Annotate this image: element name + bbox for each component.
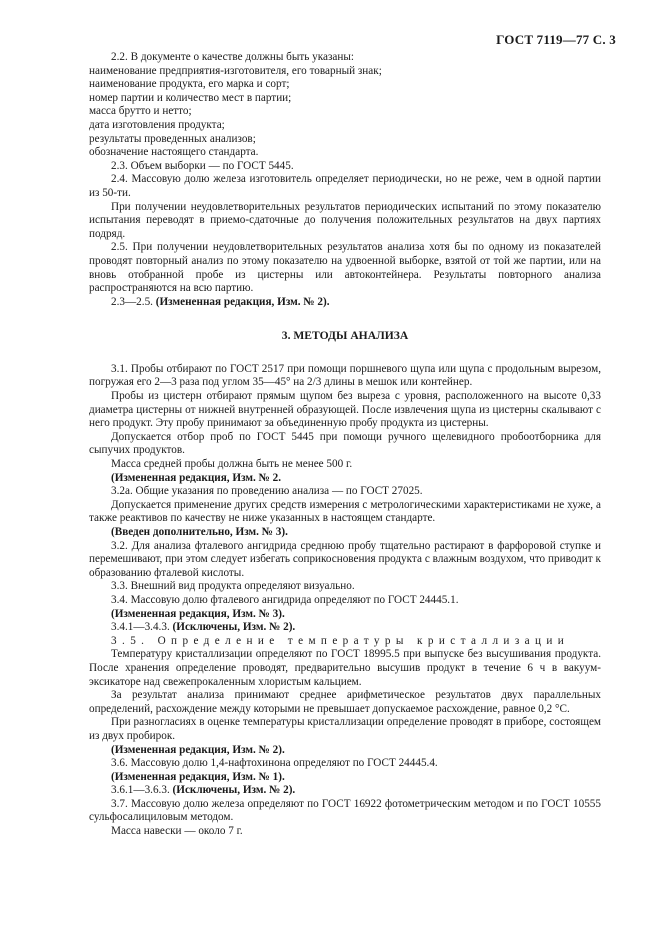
paragraph-2-5: 2.5. При получении неудовлетворительных результатов анализа хотя бы по одному из показателей проводят повторный анализ по этому показателю на удвоенной выборке, взятой от той же партии, или на вновь отобранной пробе из цистерны или автоконтейнера. Результаты повторного анализа распространяются на всю партию. xyxy=(89,241,601,295)
amendment-note: (Измененная редакция, Изм. № 2). xyxy=(111,743,285,756)
excluded-note xyxy=(89,621,601,635)
page-header: ГОСТ 7119—77 С. 3 xyxy=(496,32,616,47)
paragraph-3-4: 3.4. Массовую долю фталевого ангидрида определяют по ГОСТ 24445.1. xyxy=(111,593,459,606)
amendment-note xyxy=(89,296,601,310)
paragraph-3-1: 3.1. Пробы отбирают по ГОСТ 2517 при помощи поршневого щупа или щупа с продольным вырезом, погружая его 2—3 раза под углом 35—45° на 2/3 длины в мешок или контейнер. xyxy=(89,362,601,389)
amendment-text: (Исключены, Изм. № 2). xyxy=(172,784,296,797)
paragraph-3-1-b: Пробы из цистерн отбирают прямым щупом без выреза с уровня, расположенного на высоте 0,33 диаметра цистерны от нижней внутренней образующей. После извлечения щупа из цистерны скалывают с него продукт. Эту пробу принимают за объединенную пробу продукта из цистерны. xyxy=(89,390,601,430)
paragraph-3-1-d: Масса средней пробы должна быть не менее 500 г. xyxy=(111,458,353,471)
paragraph-3-5-d: При разногласиях в оценке температуры кристаллизации определение проводят в приборе, состоящем из двух пробирок. xyxy=(89,716,601,742)
clause-number: 3.6.1—3.6.3. xyxy=(111,784,170,797)
section-heading: 3. МЕТОДЫ АНАЛИЗА xyxy=(281,329,409,343)
paragraph-3-5: 3.5. Определение температуры кристаллизации xyxy=(111,634,570,647)
paragraph-3-3: 3.3. Внешний вид продукта определяют визуально. xyxy=(111,580,355,593)
excluded-note xyxy=(89,784,601,798)
paragraph-3-7: 3.7. Массовую долю железа определяют по ГОСТ 16922 фотометрическим методом и по ГОСТ 10555 сульфосалициловым методом. xyxy=(89,797,601,824)
paragraph-3-7-b: Масса навески — около 7 г. xyxy=(111,825,243,838)
amendment-text: (Измененная редакция, Изм. № 2). xyxy=(155,295,330,308)
paragraph-3-2a-b: Допускается применение других средств измерения с метрологическими характеристиками не хуже, а также реактивов по качеству не ниже указанных в настоящем стандарте. xyxy=(89,498,601,525)
paragraph-3-2: 3.2. Для анализа фталевого ангидрида среднюю пробу тщательно растирают в фарфоровой ступке и перемешивают, при этом следует избегать соприкосновения продукта с влажным воздухом, что приводит к образованию фталевой кислоты. xyxy=(89,539,601,579)
paragraph-2-4-note: При получении неудовлетворительных результатов периодических испытаний по этому показателю испытания переводят в приемо-сдаточные до получения положительных результатов на двух партиях подряд. xyxy=(89,200,601,240)
list-item: номер партии и количество мест в партии; xyxy=(89,91,292,104)
paragraph-2-2: 2.2. В документе о качестве должны быть указаны: xyxy=(111,51,354,63)
amendment-note: (Измененная редакция, Изм. № 3). xyxy=(111,607,285,620)
list-item: наименование продукта, его марка и сорт; xyxy=(89,78,290,91)
paragraph-3-5-c: За результат анализа принимают среднее арифметическое результатов двух параллельных определений, расхождение между которыми не превышает допускаемое расхождение, равное 0,2 °С. xyxy=(89,689,601,715)
paragraph-2-4: 2.4. Массовую долю железа изготовитель определяет периодически, но не реже, чем в одной партии из 50-ти. xyxy=(89,173,601,199)
amendment-text: (Исключены, Изм. № 2). xyxy=(172,621,296,634)
paragraph-3-6: 3.6. Массовую долю 1,4-нафтохинона определяют по ГОСТ 24445.4. xyxy=(111,757,438,770)
clause-number: 3.4.1—3.4.3. xyxy=(111,621,170,634)
document-body xyxy=(89,51,601,839)
paragraph-3-2a: 3.2а. Общие указания по проведению анализа — по ГОСТ 27025. xyxy=(111,485,423,498)
list-item: обозначение настоящего стандарта. xyxy=(89,146,259,159)
paragraph-3-5-b: Температуру кристаллизации определяют по ГОСТ 18995.5 при выпуске без высушивания продукта. После хранения определение проводят, предварительно высушив продукт в течение 6 ч в вакуум-эксикаторе над свежепрокаленным хлористым кальцием. xyxy=(89,648,601,688)
amendment-note: (Введен дополнительно, Изм. № 3). xyxy=(111,526,288,538)
amendment-note: (Измененная редакция, Изм. № 2. xyxy=(111,471,282,484)
list-item: результаты проведенных анализов; xyxy=(89,132,256,145)
amendment-note: (Измененная редакция, Изм. № 1). xyxy=(111,770,285,783)
list-item: дата изготовления продукта; xyxy=(89,118,225,131)
clause-number: 2.3—2.5. xyxy=(111,295,153,308)
list-item: наименование предприятия-изготовителя, его товарный знак; xyxy=(89,64,382,77)
paragraph-3-1-c: Допускается отбор проб по ГОСТ 5445 при помощи ручного щелевидного пробоотборника для сыпучих продуктов. xyxy=(89,430,601,457)
list-item: масса брутто и нетто; xyxy=(89,105,192,118)
paragraph-2-3: 2.3. Объем выборки — по ГОСТ 5445. xyxy=(111,159,294,172)
